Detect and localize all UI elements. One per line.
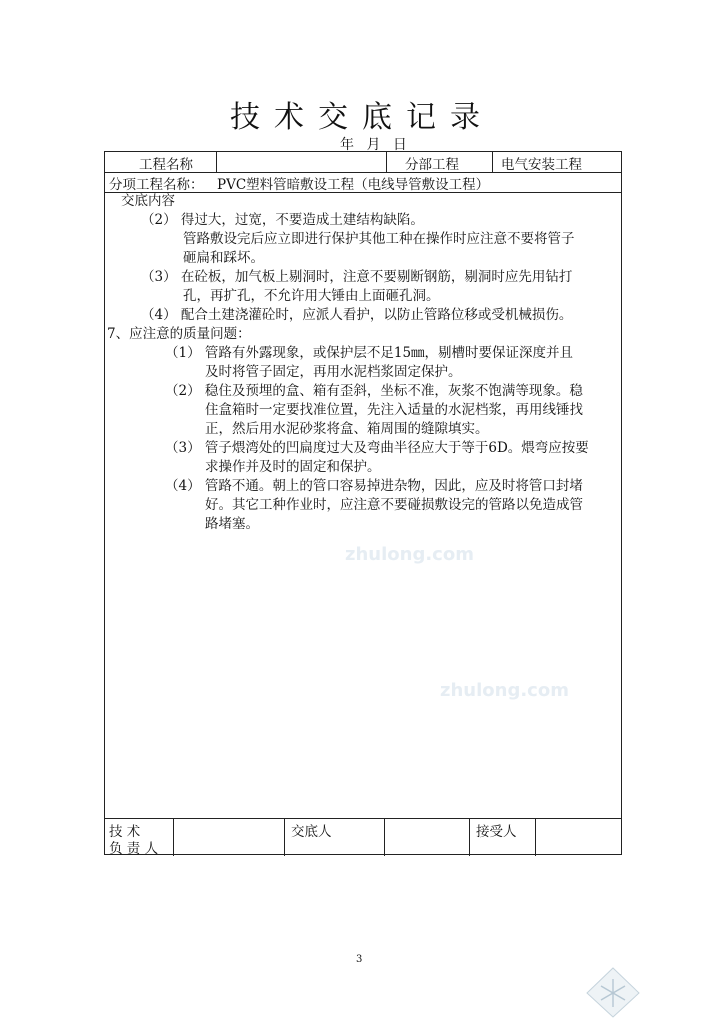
section-heading: 7、应注意的质量问题： xyxy=(107,326,251,342)
content-line: （2） 稳住及预埋的盒、箱有歪斜，坐标不准，灰浆不饱满等现象。稳 xyxy=(165,383,583,399)
content-line: （2） 得过大，过宽，不要造成土建结构缺陷。 xyxy=(141,212,424,228)
item-label: 分项工程名称： xyxy=(109,177,204,193)
content-line: 正，然后用水泥砂浆将盒、箱周围的缝隙填实。 xyxy=(205,421,489,437)
content-line: 住盒箱时一定要找准位置，先注入适量的水泥档浆，再用线锤找 xyxy=(205,402,583,418)
content-line: 及时将管子固定，再用水泥档浆固定保护。 xyxy=(205,364,462,380)
content-line: （3） 在砼板，加气板上剔洞时，注意不要剔断钢筋，剔洞时应先用钻打 xyxy=(141,269,573,285)
content-line: （3） 管子煨湾处的凹扁度过大及弯曲半径应大于等于6D。煨弯应按要 xyxy=(165,440,589,456)
item-value: PVC塑料管暗敷设工程（电线导管敷设工程） xyxy=(217,177,490,193)
content-line: 管路敷设完后应立即进行保护其他工种在操作时应注意不要将管子 xyxy=(183,231,575,247)
content-line: （1） 管路有外露现象，或保护层不足15㎜，剔槽时要保证深度并且 xyxy=(165,345,574,361)
content-line: 求操作并及时的固定和保护。 xyxy=(205,459,381,475)
document-title: 技术交底记录 xyxy=(230,100,494,135)
content-line: 路堵塞。 xyxy=(205,516,259,532)
disclosure-table xyxy=(104,151,622,855)
content-line: 好。其它工种作业时，应注意不要碰损敷设完的管路以免造成管 xyxy=(205,497,583,513)
tech-lead-label: 技 术 xyxy=(109,824,141,840)
project-row xyxy=(105,152,621,173)
watermark: zhulong.com xyxy=(440,680,569,701)
subproject-value: 电气安装工程 xyxy=(501,157,582,173)
signature-row xyxy=(105,818,621,856)
content-line: 砸扁和踩坏。 xyxy=(183,250,264,266)
page-number: 3 xyxy=(356,954,363,965)
item-row xyxy=(105,172,621,193)
date-label: 年 月 日 xyxy=(340,137,411,153)
watermark: zhulong.com xyxy=(345,544,474,565)
handover-label: 交底人 xyxy=(291,824,332,840)
subproject-label: 分部工程 xyxy=(405,157,459,173)
content-heading: 交底内容 xyxy=(121,193,175,209)
site-logo-icon xyxy=(583,965,643,1020)
content-line: （4） 配合土建浇灌砼时，应派人看护，以防止管路位移或受机械损伤。 xyxy=(141,307,573,323)
content-line: 孔，再扩孔，不允许用大锤由上面砸孔洞。 xyxy=(183,288,440,304)
receiver-label: 接受人 xyxy=(476,824,517,840)
content-line: （4） 管路不通。朝上的管口容易掉进杂物，因此，应及时将管口封堵 xyxy=(165,478,583,494)
project-name-label: 工程名称 xyxy=(139,157,193,173)
tech-lead-label-2: 负 责 人 xyxy=(109,841,159,857)
